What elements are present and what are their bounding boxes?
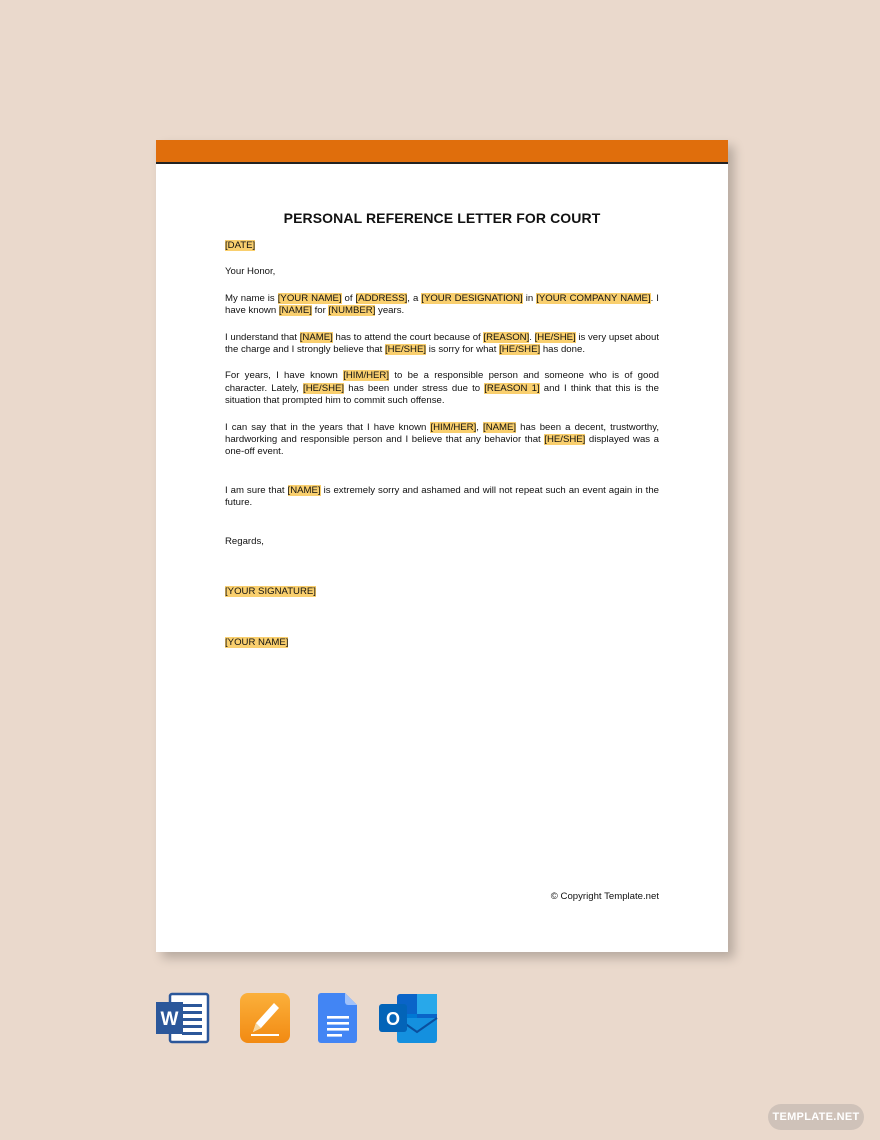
placeholder-him-her: [HIM/HER] [343, 370, 390, 382]
document-page [156, 140, 728, 952]
paragraph-behavior: I can say that in the years that I have known [HIM/HER], [NAME] has been a decent, trustworthy, hardworking and responsible person and I believe that any behavior that [HE/SHE] displayed was a one-off event. [225, 421, 659, 458]
paragraph-court-reason: I understand that [NAME] has to attend the court because of [REASON]. [HE/SHE] is very upset about the charge and I strongly believe that [HE/SHE] is sorry for what [HE/SHE] has done. [225, 331, 659, 356]
placeholder-address: [ADDRESS] [355, 292, 408, 304]
placeholder-name: [NAME] [287, 484, 321, 496]
placeholder-name: [NAME] [278, 305, 312, 317]
apple-pages-icon[interactable] [239, 992, 291, 1044]
placeholder-him-her: [HIM/HER] [430, 421, 477, 433]
placeholder-signer-name: [YOUR NAME] [225, 636, 289, 648]
paragraph-apology: I am sure that [NAME] is extremely sorry and ashamed and will not repeat such an event again in the future. [225, 484, 659, 509]
placeholder-name: [NAME] [299, 331, 333, 343]
closing: Regards, [225, 535, 264, 547]
template-net-badge[interactable]: TEMPLATE.NET [768, 1104, 864, 1130]
placeholder-he-she: [HE/SHE] [385, 344, 427, 356]
placeholder-signature: [YOUR SIGNATURE] [225, 586, 316, 598]
date-placeholder: [DATE] [225, 240, 256, 251]
placeholder-your-name: [YOUR NAME] [277, 292, 342, 304]
svg-text:O: O [385, 1009, 401, 1029]
placeholder-reason-1: [REASON 1] [484, 382, 540, 394]
copyright-notice: © Copyright Template.net [550, 891, 659, 902]
placeholder-he-she: [HE/SHE] [544, 434, 586, 446]
microsoft-word-icon[interactable] [156, 992, 210, 1044]
placeholder-name: [NAME] [483, 421, 517, 433]
header-accent-bar [156, 140, 728, 164]
paragraph-introduction: My name is [YOUR NAME] of [ADDRESS], a [YOUR DESIGNATION] in [YOUR COMPANY NAME]. I have known [NAME] for [NUMBER] years. [225, 292, 659, 317]
salutation: Your Honor, [225, 266, 276, 278]
placeholder-he-she: [HE/SHE] [499, 344, 541, 356]
letter-body [225, 240, 659, 649]
google-docs-icon[interactable] [318, 992, 358, 1044]
signature-line [225, 586, 659, 598]
placeholder-number: [NUMBER] [328, 305, 376, 317]
placeholder-company: [YOUR COMPANY NAME] [536, 292, 651, 304]
signer-name-line [225, 637, 659, 649]
placeholder-he-she: [HE/SHE] [534, 331, 576, 343]
placeholder-reason: [REASON] [483, 331, 530, 343]
placeholder-he-she: [HE/SHE] [303, 382, 345, 394]
svg-text:W: W [160, 1009, 179, 1030]
microsoft-outlook-icon[interactable] [379, 992, 439, 1044]
placeholder-designation: [YOUR DESIGNATION] [421, 292, 523, 304]
document-title: PERSONAL REFERENCE LETTER FOR COURT [283, 210, 601, 226]
paragraph-character: For years, I have known [HIM/HER] to be a responsible person and someone who is of good character. Lately, [HE/SHE] has been under stress due to [REASON 1] and I think that this is the situation that prompted him to commit such offense. [225, 370, 659, 407]
date-line [225, 240, 659, 252]
